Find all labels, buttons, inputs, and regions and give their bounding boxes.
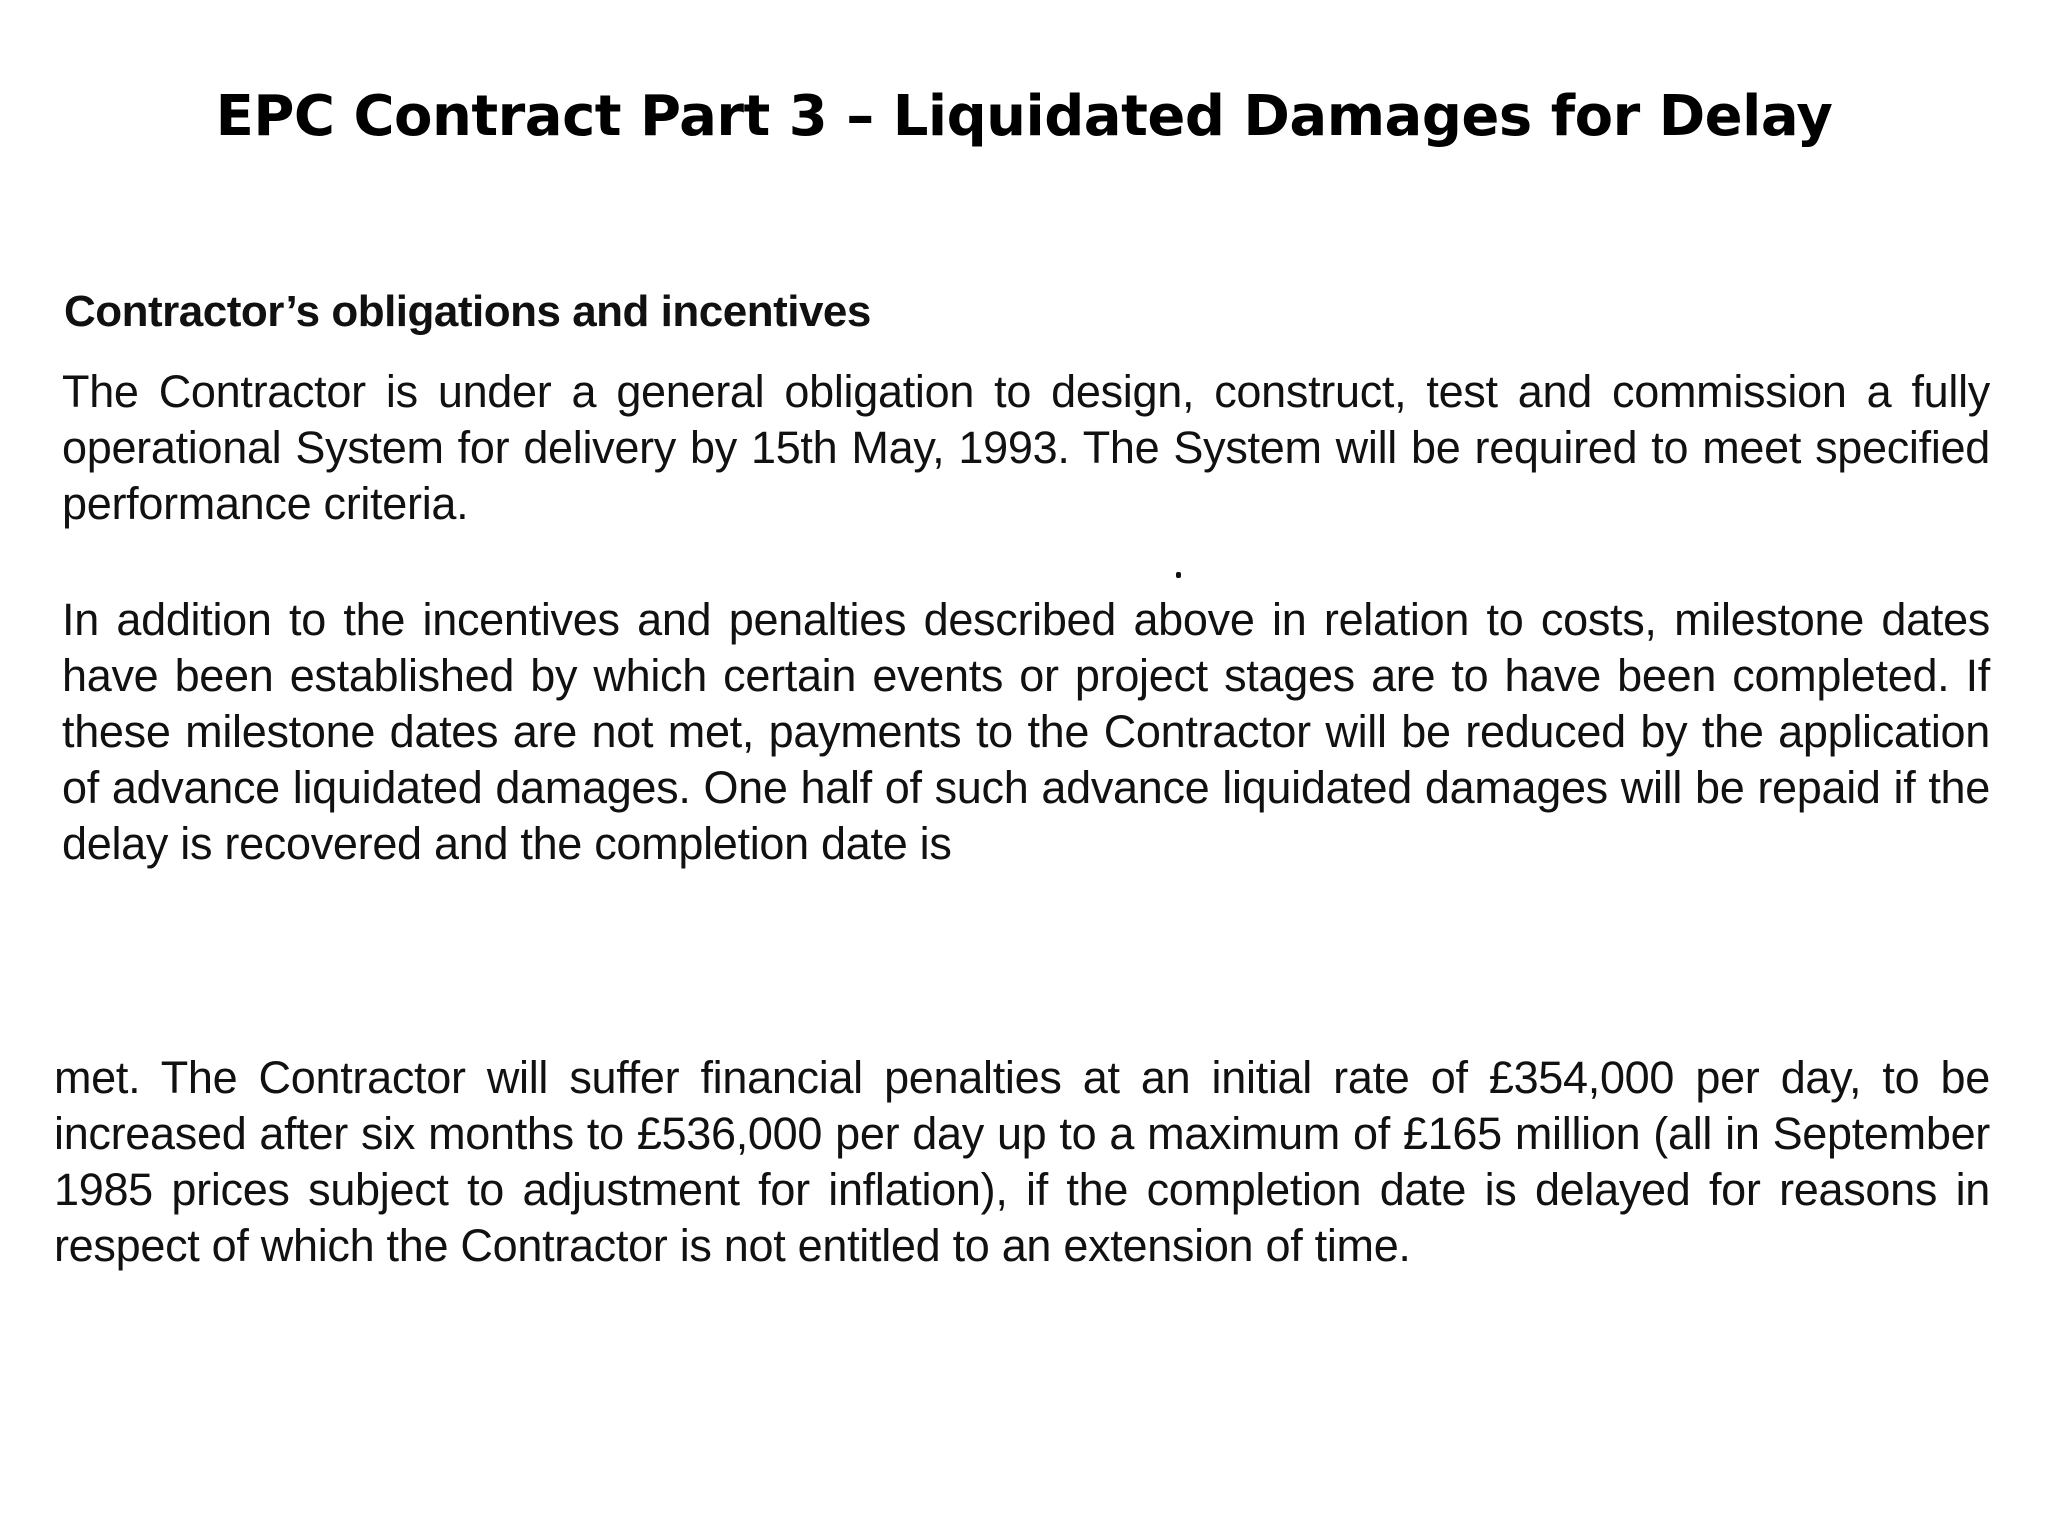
paragraph-milestones: In addition to the incentives and penalties described above in relation to costs, milestone dates have been established by which certain events or project stages are to have been completed. If these milestone dates are not met, payments to the Contractor will be reduced by the application of advance liquidated damages. One half of such advance liquidated damages will be repaid if the delay is recovered and the completion date is bbox=[62, 594, 1990, 869]
slide-title: EPC Contract Part 3 – Liquidated Damages for Delay bbox=[215, 84, 1833, 149]
paragraph-penalties: met. The Contractor will suffer financial penalties at an initial rate of £354,000 per day, to be increased after six months to £536,000 per day up to a maximum of £165 million (all in September 1985 prices subject to adjustment for inflation), if the completion date is delayed for reasons in respect of which the Contractor is not entitled to an extension of time. bbox=[54, 1052, 1990, 1271]
section-heading: Contractor’s obligations and incentives bbox=[64, 287, 871, 336]
paragraph-obligation: The Contractor is under a general obligation to design, construct, test and commission a fully operational System for delivery by 15th May, 1993. The System will be required to meet specified performance criteria. bbox=[62, 366, 1990, 529]
scan-speck bbox=[1176, 572, 1181, 578]
